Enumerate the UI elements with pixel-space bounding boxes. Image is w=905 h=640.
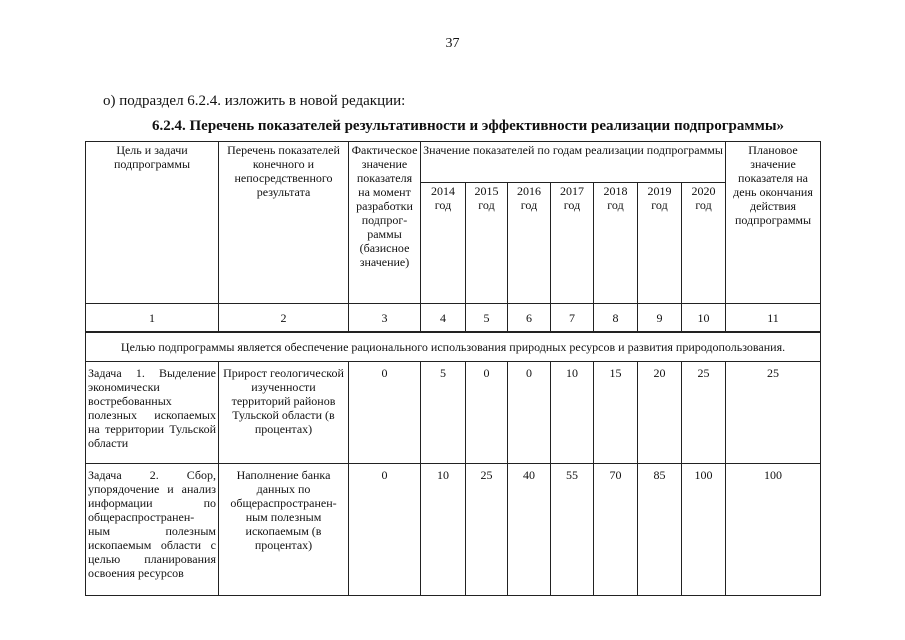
indicator-cell: Наполнение банка данных по общераспространен-ным полезным ископаемым (в процентах) [219, 464, 349, 596]
year-value-cell: 10 [421, 464, 466, 596]
header-years-group: Значение показателей по годам реализации подпрограммы [421, 142, 726, 183]
column-number: 10 [682, 304, 726, 333]
planned-value-cell: 100 [726, 464, 821, 596]
year-value-cell: 0 [508, 362, 551, 464]
year-value-cell: 15 [594, 362, 638, 464]
amendment-instruction: о) подраздел 6.2.4. изложить в новой редакции: [103, 93, 406, 109]
header-year: 2016 год [508, 183, 551, 304]
table-row [86, 362, 821, 464]
year-value-cell: 100 [682, 464, 726, 596]
column-number: 4 [421, 304, 466, 333]
header-baseline: Фактическое значение показателя на момент разработки подпрог-раммы (базисное значение) [349, 142, 421, 304]
column-number: 2 [219, 304, 349, 333]
column-number-row [86, 304, 821, 333]
goal-statement-row [86, 332, 821, 362]
year-value-cell: 40 [508, 464, 551, 596]
year-value-cell: 20 [638, 362, 682, 464]
column-number: 8 [594, 304, 638, 333]
year-value-cell: 25 [466, 464, 508, 596]
table-row [86, 464, 821, 596]
indicator-cell: Прирост геологической изученности территорий районов Тульской области (в процентах) [219, 362, 349, 464]
baseline-cell: 0 [349, 362, 421, 464]
year-value-cell: 0 [466, 362, 508, 464]
header-year: 2019 год [638, 183, 682, 304]
year-value-cell: 10 [551, 362, 594, 464]
column-number: 5 [466, 304, 508, 333]
baseline-cell: 0 [349, 464, 421, 596]
column-number: 1 [86, 304, 219, 333]
header-year: 2020 год [682, 183, 726, 304]
header-year: 2014 год [421, 183, 466, 304]
page-number: 37 [445, 36, 460, 51]
column-number: 3 [349, 304, 421, 333]
task-cell: Задача 1. Выделение экономически востребованных полезных ископаемых на территории Тульской области [86, 362, 219, 464]
header-goal: Цель и задачи подпрограммы [86, 142, 219, 304]
column-number: 7 [551, 304, 594, 333]
year-value-cell: 55 [551, 464, 594, 596]
column-number: 6 [508, 304, 551, 333]
section-title: 6.2.4. Перечень показателей результативности и эффективности реализации подпрограммы» [152, 118, 785, 134]
column-number: 9 [638, 304, 682, 333]
column-number: 11 [726, 304, 821, 333]
goal-statement: Целью подпрограммы является обеспечение рационального использования природных ресурсов и развития природопользования. [86, 332, 821, 362]
header-year: 2015 год [466, 183, 508, 304]
year-value-cell: 5 [421, 362, 466, 464]
indicators-table [85, 141, 821, 596]
year-value-cell: 85 [638, 464, 682, 596]
task-cell: Задача 2. Сбор, упорядочение и анализ информации по общераспространен-ным полезным ископаемым области с целью планирования освоения ресурсов [86, 464, 219, 596]
header-indicator: Перечень показателей конечного и непосредственного результата [219, 142, 349, 304]
header-year: 2018 год [594, 183, 638, 304]
year-value-cell: 70 [594, 464, 638, 596]
year-value-cell: 25 [682, 362, 726, 464]
planned-value-cell: 25 [726, 362, 821, 464]
table-header-row [86, 142, 821, 183]
header-planned: Плановое значение показателя на день окончания действия подпрограммы [726, 142, 821, 304]
header-year: 2017 год [551, 183, 594, 304]
